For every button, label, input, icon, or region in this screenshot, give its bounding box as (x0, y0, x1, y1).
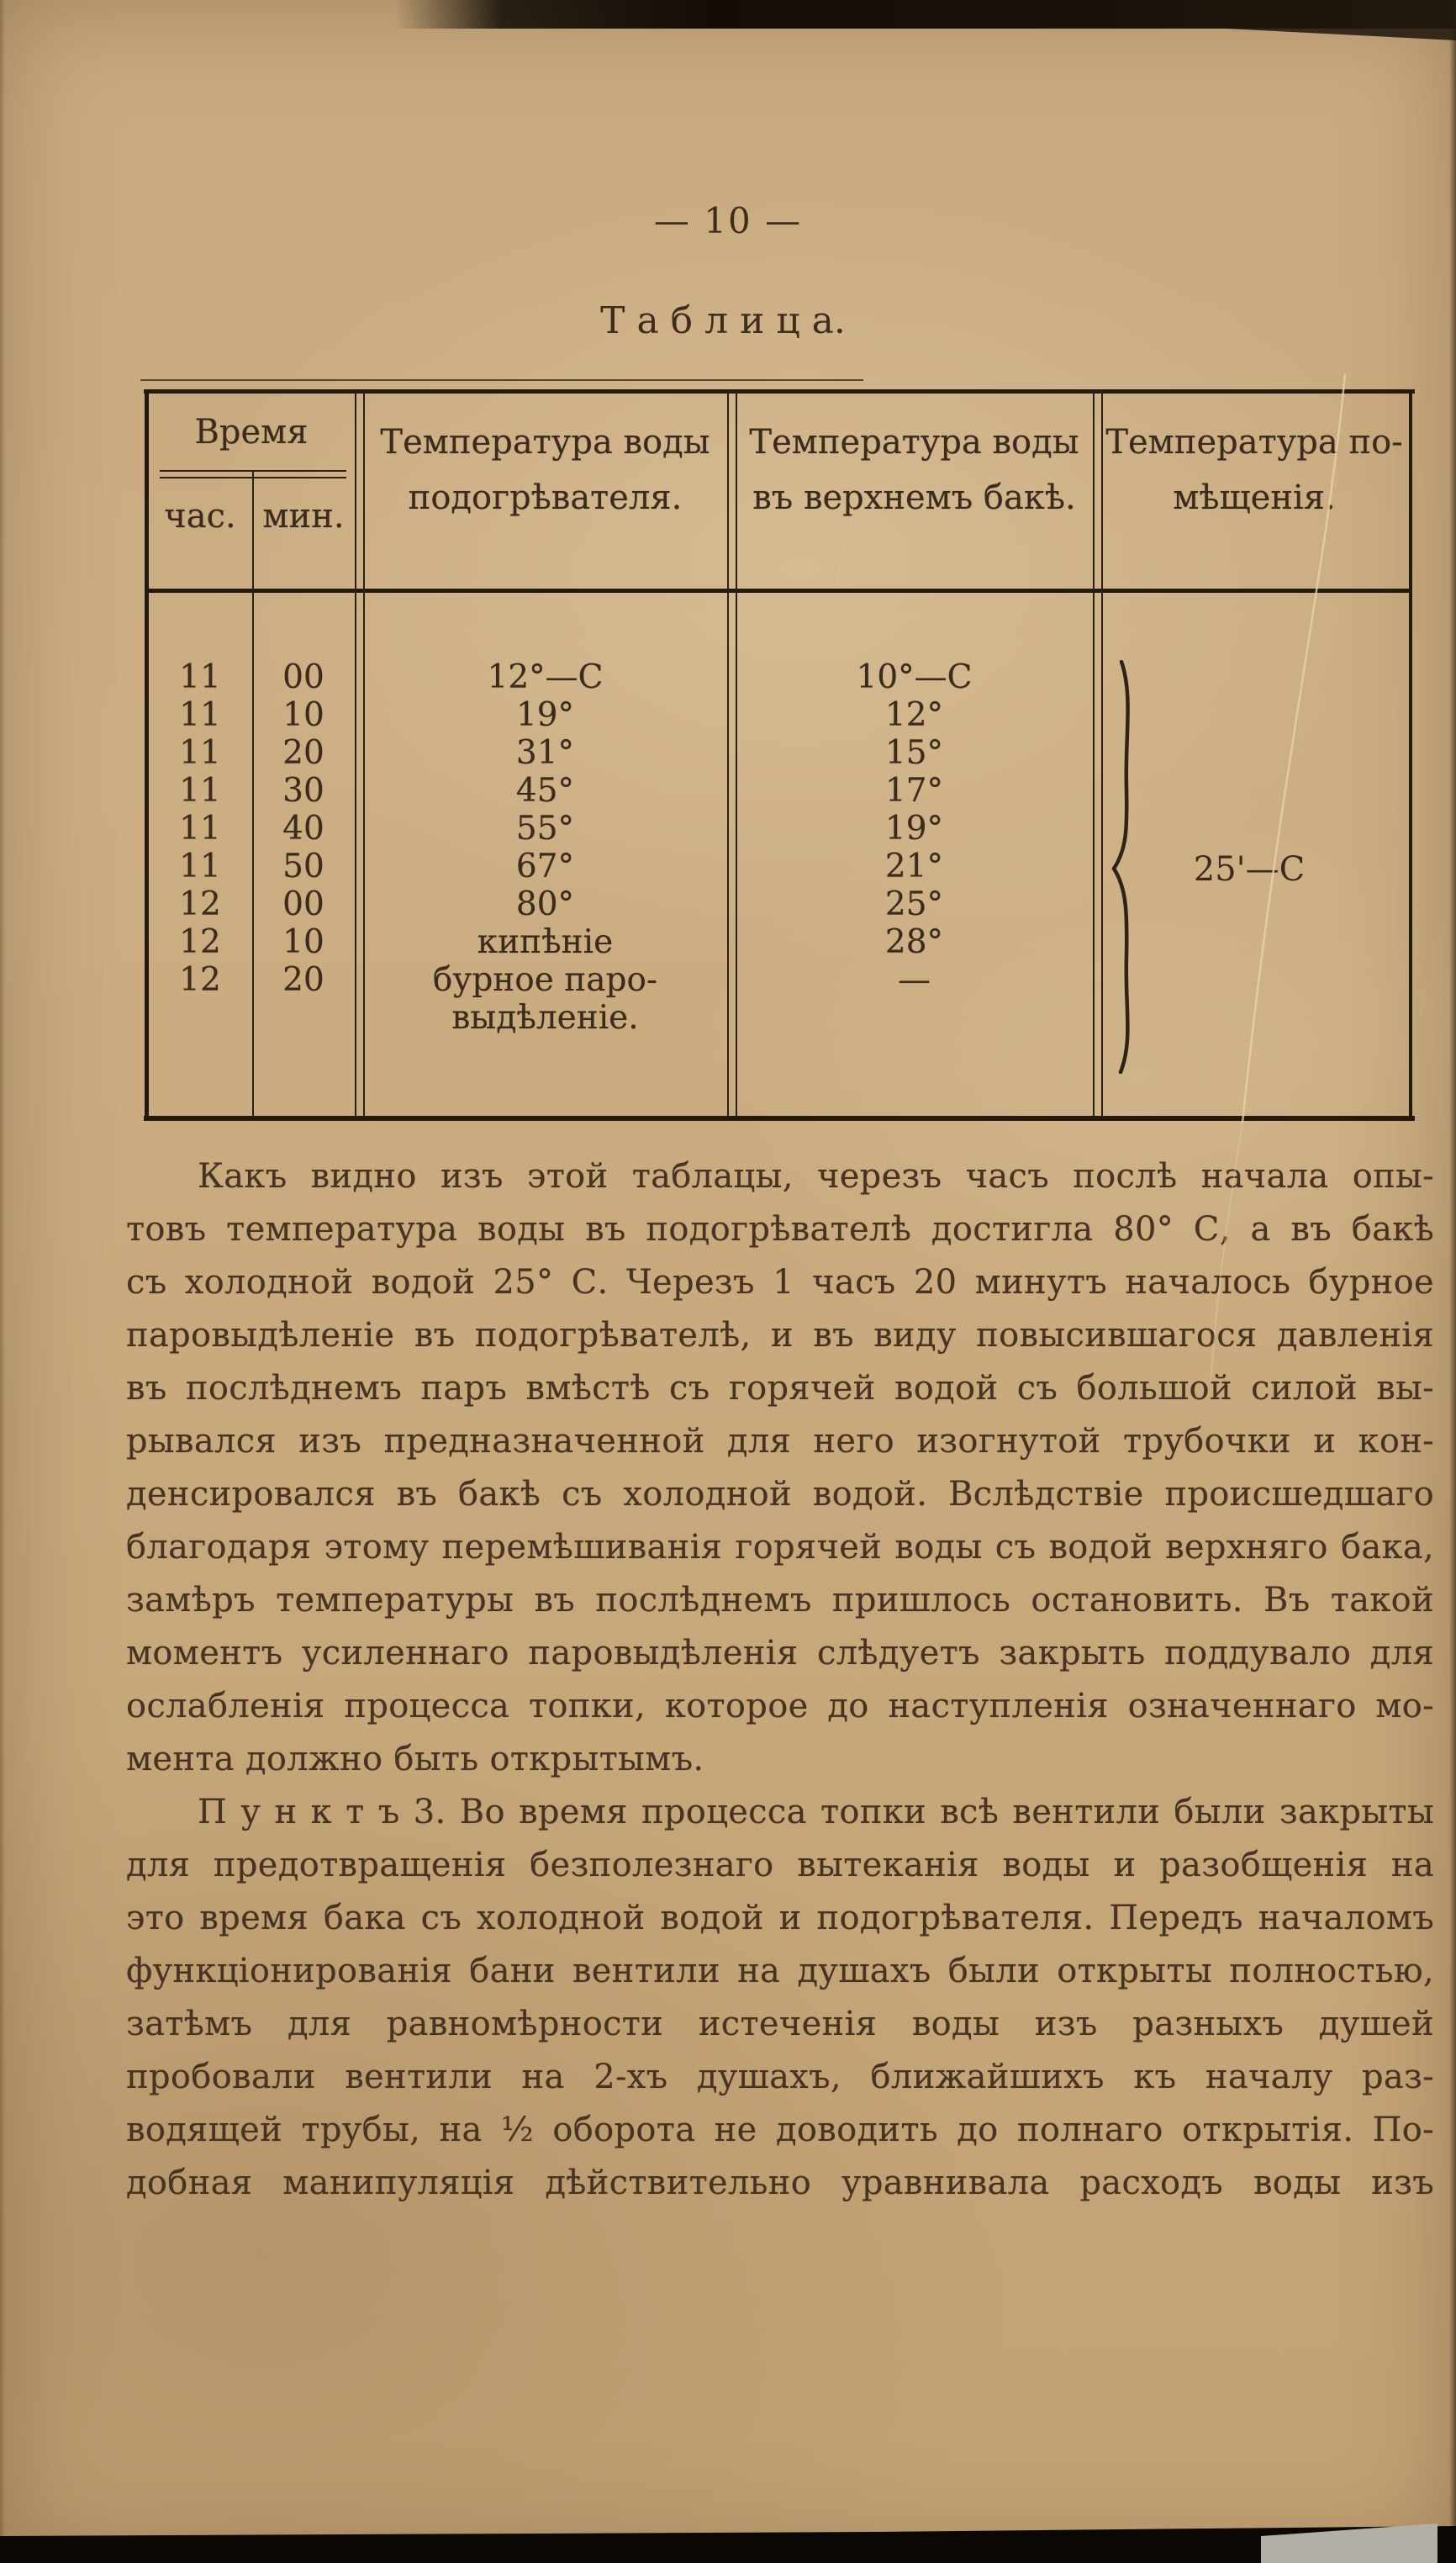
cell-hour: 11 (179, 734, 221, 772)
table-header-rule (148, 589, 1411, 593)
cell-heater: выдѣленіе. (451, 999, 639, 1037)
cell-min: 50 (282, 848, 324, 885)
cell-tank: 10°—С (856, 658, 973, 696)
cell-hour: 11 (179, 696, 221, 734)
cell-heater: 19° (515, 696, 575, 734)
text-line: Какъ видно изъ этой таблацы, черезъ часъ послѣ начала опы- (198, 1157, 1434, 1196)
text-line: денсировался въ бакѣ съ холодной водой. Вслѣдствіе происшедшаго (126, 1475, 1434, 1514)
text-line: съ холодной водой 25° С. Черезъ 1 часъ 20 минутъ началось бурное (126, 1263, 1434, 1302)
cell-tank: 12° (884, 696, 944, 734)
brace-icon (1108, 660, 1138, 1074)
text-line: мента должно быть открытымъ. (126, 1740, 704, 1778)
text-line: для предотвращенія безполезнаго вытеканія воды и разобщенія на (126, 1846, 1434, 1884)
text-line: товъ температура воды въ подогрѣвателѣ достигла 80° С, а въ бакѣ (126, 1210, 1434, 1249)
table-divider (355, 389, 356, 1116)
col-header-min: мин. (262, 497, 345, 536)
col-header-heater: подогрѣвателя. (408, 478, 683, 517)
cell-min: 20 (282, 961, 324, 999)
cell-heater: 45° (515, 772, 575, 810)
cell-tank: 28° (884, 923, 944, 961)
cell-hour: 12 (179, 923, 221, 961)
cell-heater: 67° (515, 848, 575, 885)
cell-min: 10 (282, 923, 324, 961)
cell-heater: 31° (515, 734, 575, 772)
table-rule (140, 379, 863, 381)
cell-min: 10 (282, 696, 324, 734)
text-line: благодаря этому перемѣшиванія горячей воды съ водой верхняго бака, (126, 1528, 1434, 1567)
cell-min: 20 (282, 734, 324, 772)
text-line: въ послѣднемъ паръ вмѣстѣ съ горячей водой съ большой силой вы- (126, 1369, 1434, 1408)
table-border-right (1409, 389, 1412, 1121)
column-min (252, 658, 355, 999)
cell-heater: кипѣніе (477, 923, 614, 961)
cell-heater: 55° (515, 810, 575, 848)
page-number: — 10 — (653, 200, 803, 241)
text-line: функціонированія бани вентили на душахъ были открыты полностью, (126, 1952, 1434, 1990)
text-line: водящей трубы, на ½ оборота не доводить до полнаго открытія. По- (126, 2111, 1434, 2149)
cell-hour: 11 (179, 772, 221, 810)
text-line: добная манипуляція дѣйствительно уравнивала расходъ воды изъ (126, 2164, 1434, 2202)
cell-heater: 12°—С (487, 658, 604, 696)
col-header-time: Время (194, 413, 309, 452)
col-header-tank: въ верхнемъ бакѣ. (752, 478, 1076, 517)
cell-min: 30 (282, 772, 324, 810)
table-divider (1093, 389, 1095, 1116)
time-underline (160, 477, 346, 478)
cell-tank: 19° (884, 810, 944, 848)
table-title: Т а б л и ц а. (600, 299, 846, 342)
column-tank-temp (736, 658, 1093, 999)
cell-min: 00 (282, 658, 324, 696)
cell-hour: 11 (179, 848, 221, 885)
cell-tank: 21° (884, 848, 944, 885)
cell-min: 00 (282, 885, 324, 923)
col-header-heater: Температура воды (380, 423, 710, 462)
col-header-room: мѣщенія. (1173, 478, 1336, 517)
column-hour (148, 658, 252, 999)
scan-edge-left (0, 0, 5, 2563)
scan-edge-bottom (0, 2526, 1456, 2563)
col-header-hour: час. (164, 497, 236, 536)
table-divider (727, 389, 729, 1116)
text-line: это время бака съ холодной водой и подогрѣвателя. Передъ началомъ (126, 1899, 1434, 1937)
time-underline (160, 470, 346, 472)
cell-hour: 12 (179, 961, 221, 999)
temperature-table (148, 389, 1411, 1125)
cell-tank: 17° (884, 772, 944, 810)
text-line: пробовали вентили на 2-хъ душахъ, ближайшихъ къ началу раз- (126, 2058, 1434, 2096)
col-header-tank: Температура воды (749, 423, 1079, 462)
table-border-top (144, 389, 1415, 394)
body-text (126, 1150, 1434, 2210)
cell-hour: 11 (179, 658, 221, 696)
text-line: замѣръ температуры въ послѣднемъ пришлось остановить. Въ такой (126, 1581, 1434, 1620)
table-border-bottom (144, 1116, 1415, 1121)
col-header-room: Температура по- (1105, 423, 1403, 462)
cell-hour: 11 (179, 810, 221, 848)
cell-tank: 25° (884, 885, 944, 923)
text-line: моментъ усиленнаго паровыдѣленія слѣдуетъ закрыть поддувало для (126, 1634, 1434, 1673)
scan-edge-top-corner (1187, 0, 1456, 40)
text-line: рывался изъ предназначенной для него изогнутой трубочки и кон- (126, 1422, 1434, 1461)
cell-tank: 15° (884, 734, 944, 772)
cell-heater: бурное паро- (432, 961, 658, 999)
text-line: паровыдѣленіе въ подогрѣвателѣ, и въ виду повысившагося давленія (126, 1316, 1434, 1355)
cell-tank: — (898, 961, 931, 999)
text-line: П у н к т ъ 3. Во время процесса топки всѣ вентили были закрыты (198, 1793, 1434, 1831)
scan-edge-right (1449, 0, 1456, 2563)
column-heater-temp (363, 658, 727, 1037)
cell-min: 40 (282, 810, 324, 848)
cell-hour: 12 (179, 885, 221, 923)
text-line: затѣмъ для равномѣрности истеченія воды изъ разныхъ душей (126, 2005, 1434, 2043)
cell-heater: 80° (515, 885, 575, 923)
text-line: ослабленія процесса топки, которое до наступленія означеннаго мо- (126, 1687, 1434, 1725)
room-temperature-value: 25'—С (1193, 850, 1306, 889)
